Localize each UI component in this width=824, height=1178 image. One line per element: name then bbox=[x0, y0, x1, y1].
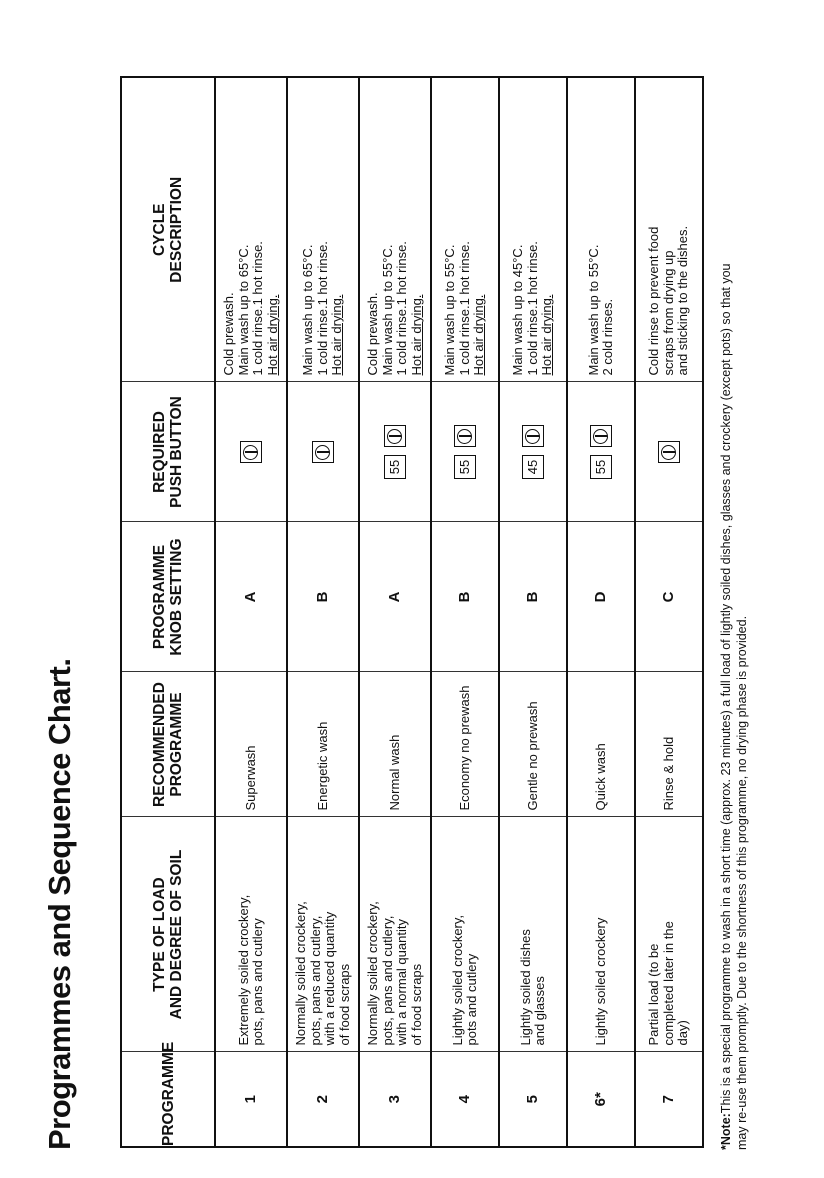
load-line: pots, pans and cutlery bbox=[250, 918, 265, 1046]
cell-knob-setting: A bbox=[215, 522, 287, 672]
power-button-icon bbox=[522, 425, 544, 447]
load-line: day) bbox=[675, 1020, 691, 1046]
load-line: Normally soiled crockery, bbox=[293, 901, 308, 1046]
cell-push-button bbox=[359, 382, 431, 522]
description-line: 1 cold rinse.1 hot rinse. bbox=[524, 241, 540, 376]
load-line: pots, pans and cutlery, bbox=[307, 915, 323, 1046]
cell-type-of-load bbox=[287, 817, 359, 1052]
cell-programme-number: 6* bbox=[567, 1052, 635, 1147]
header-recommended: RECOMMENDED PROGRAMME bbox=[121, 672, 215, 817]
description-line: and sticking to the dishes. bbox=[675, 225, 691, 376]
table-row bbox=[215, 77, 287, 1147]
description-line: Hot air drying. bbox=[539, 294, 555, 376]
cell-type-of-load bbox=[635, 817, 703, 1052]
load-line: with a reduced quantity bbox=[322, 911, 337, 1046]
cell-recommended-programme: Gentle no prewash bbox=[499, 672, 567, 817]
cell-recommended-programme: Energetic wash bbox=[287, 672, 359, 817]
description-line: Main wash up to 65°C. bbox=[235, 244, 251, 376]
description-line: 1 cold rinse.1 hot rinse. bbox=[250, 241, 265, 376]
footnote-line1: This is a special programme to wash in a short time (approx. 23 minutes) a full load of lightly soiled dishes, glasses and crockery (except pots) so that you bbox=[719, 263, 733, 1114]
footnote-label: *Note: bbox=[719, 1113, 733, 1150]
programme-chart-table bbox=[120, 76, 704, 1148]
load-line: Normally soiled crockery, bbox=[365, 901, 380, 1046]
cell-programme-number: 7 bbox=[635, 1052, 703, 1147]
cell-type-of-load bbox=[359, 817, 431, 1052]
description-line: Main wash up to 55°C. bbox=[442, 244, 458, 376]
cell-cycle-description bbox=[567, 77, 635, 382]
temperature-button-icon: 55 bbox=[384, 455, 406, 479]
footnote bbox=[718, 60, 750, 1150]
power-button-icon bbox=[312, 441, 334, 463]
cell-push-button bbox=[567, 382, 635, 522]
cell-type-of-load bbox=[431, 817, 499, 1052]
cell-type-of-load bbox=[567, 817, 635, 1052]
table-row bbox=[287, 77, 359, 1147]
description-line: Main wash up to 55°C. bbox=[379, 244, 395, 376]
description-line: Cold prewash. bbox=[221, 292, 236, 376]
cell-knob-setting: C bbox=[635, 522, 703, 672]
header-cycle-description: CYCLE DESCRIPTION bbox=[121, 77, 215, 382]
cell-knob-setting: B bbox=[499, 522, 567, 672]
cell-push-button bbox=[287, 382, 359, 522]
load-line: pots, pans and cutlery, bbox=[379, 915, 395, 1046]
load-line: Lightly soiled crockery, bbox=[449, 914, 465, 1046]
cell-programme-number: 5 bbox=[499, 1052, 567, 1147]
cell-knob-setting: B bbox=[287, 522, 359, 672]
cell-knob-setting: D bbox=[567, 522, 635, 672]
table-row bbox=[635, 77, 703, 1147]
description-line: Hot air drying. bbox=[329, 294, 345, 376]
cell-push-button bbox=[499, 382, 567, 522]
table-row bbox=[499, 77, 567, 1147]
load-line: Lightly soiled crockery bbox=[592, 917, 608, 1046]
temperature-button-icon: 55 bbox=[454, 455, 476, 479]
cell-cycle-description bbox=[359, 77, 431, 382]
cell-recommended-programme: Superwash bbox=[215, 672, 287, 817]
power-button-icon bbox=[240, 441, 262, 463]
cell-push-button bbox=[635, 382, 703, 522]
load-line: pots and cutlery bbox=[464, 953, 479, 1046]
cell-recommended-programme: Rinse & hold bbox=[635, 672, 703, 817]
load-line: of food scraps bbox=[336, 963, 352, 1046]
load-line: Partial load (to be bbox=[646, 943, 662, 1046]
load-line: Lightly soiled dishes bbox=[517, 929, 533, 1046]
load-line: and glasses bbox=[532, 976, 547, 1046]
description-line: 2 cold rinses. bbox=[600, 298, 615, 376]
description-line: 1 cold rinse.1 hot rinse. bbox=[314, 241, 330, 376]
description-line: Cold prewash. bbox=[365, 292, 380, 376]
description-line: 1 cold rinse.1 hot rinse. bbox=[394, 241, 409, 376]
power-button-icon bbox=[590, 425, 612, 447]
description-line: Main wash up to 65°C. bbox=[300, 244, 316, 376]
power-button-icon bbox=[384, 425, 406, 447]
description-line: Main wash up to 45°C. bbox=[510, 244, 526, 376]
cell-cycle-description bbox=[287, 77, 359, 382]
cell-programme-number: 4 bbox=[431, 1052, 499, 1147]
load-line: of food scraps bbox=[408, 963, 424, 1046]
description-line: Hot air drying. bbox=[264, 294, 280, 376]
cell-programme-number: 3 bbox=[359, 1052, 431, 1147]
load-line: with a normal quantity bbox=[394, 919, 409, 1046]
header-knob-setting: PROGRAMME KNOB SETTING bbox=[121, 522, 215, 672]
cell-cycle-description bbox=[499, 77, 567, 382]
cell-programme-number: 2 bbox=[287, 1052, 359, 1147]
cell-cycle-description bbox=[215, 77, 287, 382]
header-programme: PROGRAMME bbox=[121, 1052, 215, 1147]
power-button-icon bbox=[454, 425, 476, 447]
page-title: Programmes and Sequence Chart. bbox=[42, 658, 77, 1150]
power-button-icon bbox=[658, 441, 680, 463]
description-line: Cold rinse to prevent food bbox=[646, 226, 662, 376]
temperature-button-icon: 55 bbox=[590, 455, 612, 479]
temperature-button-icon: 45 bbox=[522, 455, 544, 479]
cell-programme-number: 1 bbox=[215, 1052, 287, 1147]
description-line: Hot air drying. bbox=[408, 294, 424, 376]
description-line: 1 cold rinse.1 hot rinse. bbox=[456, 241, 472, 376]
cell-push-button bbox=[215, 382, 287, 522]
load-line: completed later in the bbox=[660, 921, 676, 1046]
header-push-button: REQUIRED PUSH BUTTON bbox=[121, 382, 215, 522]
cell-recommended-programme: Normal wash bbox=[359, 672, 431, 817]
cell-knob-setting: A bbox=[359, 522, 431, 672]
cell-recommended-programme: Quick wash bbox=[567, 672, 635, 817]
header-type-of-load: TYPE OF LOAD AND DEGREE OF SOIL bbox=[121, 817, 215, 1052]
description-line: Hot air drying. bbox=[471, 294, 487, 376]
cell-type-of-load bbox=[499, 817, 567, 1052]
cell-push-button bbox=[431, 382, 499, 522]
table-row bbox=[431, 77, 499, 1147]
table-row bbox=[359, 77, 431, 1147]
cell-knob-setting: B bbox=[431, 522, 499, 672]
table-row bbox=[567, 77, 635, 1147]
table-header-row bbox=[121, 77, 215, 1147]
cell-type-of-load bbox=[215, 817, 287, 1052]
cell-cycle-description bbox=[431, 77, 499, 382]
load-line: Extremely soiled crockery, bbox=[235, 894, 251, 1046]
cell-cycle-description bbox=[635, 77, 703, 382]
cell-recommended-programme: Economy no prewash bbox=[431, 672, 499, 817]
description-line: Main wash up to 55°C. bbox=[585, 244, 601, 376]
description-line: scraps from drying up bbox=[660, 250, 676, 376]
footnote-line2: may re-use them promptly. Due to the shortness of this programme, no drying phase is provided. bbox=[735, 615, 749, 1150]
